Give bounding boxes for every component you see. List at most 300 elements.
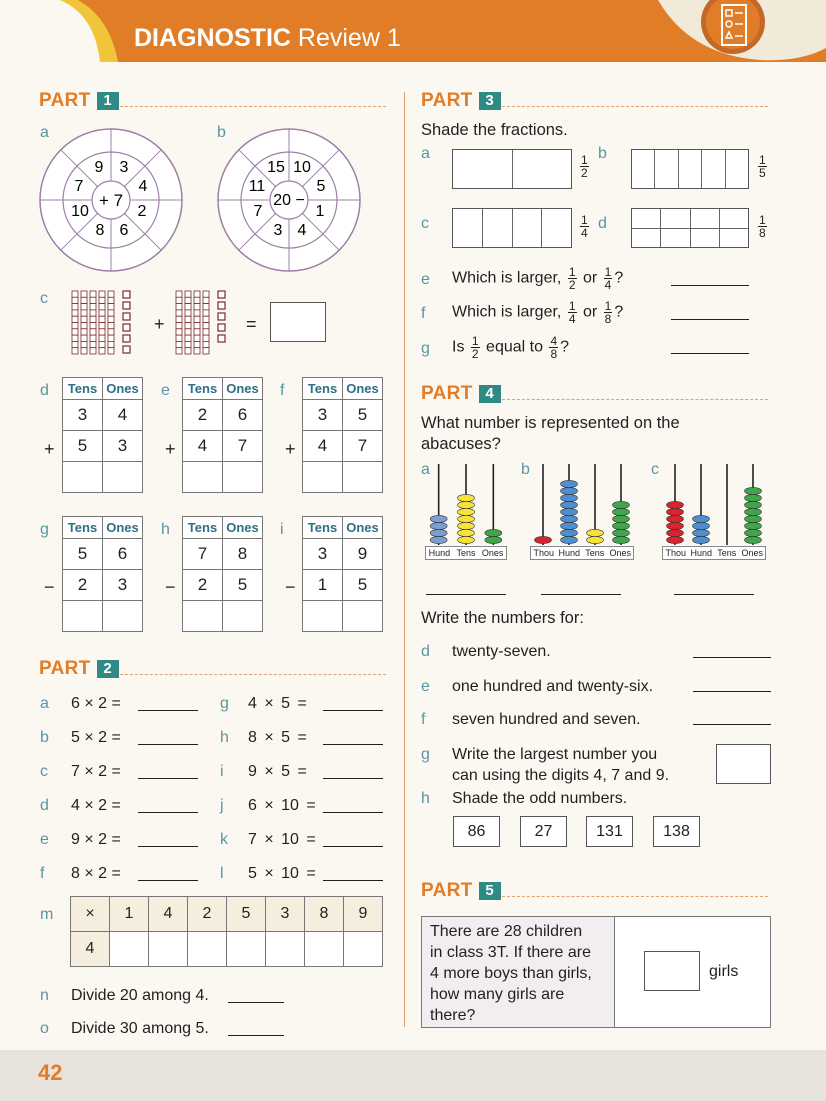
tens-rod-unit bbox=[81, 304, 87, 310]
tens-rod-unit bbox=[185, 297, 191, 303]
q2o-answer-line[interactable] bbox=[228, 1035, 284, 1036]
place-label: Thou bbox=[665, 548, 686, 558]
tens-rod-unit bbox=[203, 316, 209, 322]
multiplier-cell: 8 bbox=[305, 897, 344, 932]
part-4-write-heading: Write the numbers for: bbox=[421, 609, 584, 627]
abacus-bead bbox=[745, 529, 762, 536]
q3e-answer-line[interactable] bbox=[671, 285, 749, 286]
tens-header: Tens bbox=[183, 378, 223, 400]
tens-rod-unit bbox=[194, 348, 200, 354]
abacus-c-place-labels bbox=[662, 546, 766, 560]
product-answer-cell[interactable] bbox=[305, 932, 344, 967]
tens-rod-unit bbox=[90, 323, 96, 329]
q3g-text: Is $\frac{1}{2}$ equal to $\frac{4}{8}$ ? bbox=[452, 334, 570, 361]
tens-rod-unit bbox=[185, 348, 191, 354]
tens-rod-unit bbox=[72, 335, 78, 341]
tens-rod-unit bbox=[72, 310, 78, 316]
abacus-bead bbox=[667, 522, 684, 529]
abacus-bead bbox=[561, 480, 578, 487]
q4a-label: a bbox=[421, 461, 430, 478]
abacus-bead bbox=[430, 515, 447, 522]
answer-cell[interactable] bbox=[63, 601, 103, 632]
abacus-bead bbox=[613, 515, 630, 522]
q2c-equation: 7 × 2 = bbox=[71, 763, 121, 780]
multiplier-cell: 9 bbox=[344, 897, 383, 932]
abacus-bead bbox=[458, 522, 475, 529]
ones-cube bbox=[218, 291, 225, 298]
q1c-plus: + bbox=[154, 314, 165, 334]
q1a-number-wheel bbox=[38, 127, 184, 273]
digit-cell: 3 bbox=[103, 431, 143, 462]
girls-answer-box[interactable] bbox=[644, 951, 700, 991]
q1b-center: 20 − bbox=[273, 192, 305, 209]
q3a-fraction-bar[interactable] bbox=[452, 149, 572, 189]
digit-cell: 7 bbox=[343, 431, 383, 462]
q3f-answer-line[interactable] bbox=[671, 319, 749, 320]
tens-rod-unit bbox=[185, 304, 191, 310]
q2k-label: k bbox=[220, 831, 228, 848]
tens-rod-unit bbox=[108, 335, 114, 341]
q2j-equation: 6 × 10 = bbox=[248, 797, 316, 814]
tens-rod-unit bbox=[108, 297, 114, 303]
tens-rod-unit bbox=[99, 297, 105, 303]
place-label: Tens bbox=[585, 548, 605, 558]
q4e-answer-line[interactable] bbox=[693, 691, 771, 692]
answer-cell[interactable] bbox=[223, 601, 263, 632]
abacus-bead bbox=[485, 536, 502, 543]
q1a-center: + 7 bbox=[98, 191, 124, 210]
q1d-operator: + bbox=[44, 439, 55, 459]
tens-rod-unit bbox=[108, 329, 114, 335]
answer-cell[interactable] bbox=[103, 462, 143, 493]
digit-cell: 8 bbox=[223, 539, 263, 570]
digit-cell: 4 bbox=[103, 400, 143, 431]
tens-rod-unit bbox=[72, 348, 78, 354]
odd-number-box[interactable]: 138 bbox=[653, 816, 700, 847]
q2l-equation: 5 × 10 = bbox=[248, 865, 316, 882]
q1a-seg: 3 bbox=[119, 159, 129, 176]
tens-rod-unit bbox=[194, 297, 200, 303]
q4b-answer-line[interactable] bbox=[541, 594, 621, 595]
q2i-label: i bbox=[220, 763, 224, 780]
product-answer-cell[interactable] bbox=[110, 932, 149, 967]
tens-rod-unit bbox=[203, 304, 209, 310]
abacus-a-place-labels bbox=[425, 546, 507, 560]
tens-rod-unit bbox=[99, 316, 105, 322]
q2c-label: c bbox=[40, 763, 48, 780]
abacus-bead bbox=[613, 536, 630, 543]
q1e-tens-ones-table bbox=[182, 377, 263, 493]
digit-cell: 3 bbox=[63, 400, 103, 431]
odd-number-box[interactable]: 86 bbox=[453, 816, 500, 847]
tens-rod-unit bbox=[99, 323, 105, 329]
ones-cube bbox=[218, 335, 225, 342]
answer-cell[interactable] bbox=[223, 462, 263, 493]
tens-rod-unit bbox=[203, 291, 209, 297]
q3f-text: Which is larger, $\frac{1}{4}$ or $\frac{1}{8}$ ? bbox=[452, 299, 624, 326]
tens-rod-unit bbox=[194, 310, 200, 316]
q1b-label: b bbox=[217, 124, 226, 141]
q3f-label: f bbox=[421, 305, 426, 322]
tens-rod-unit bbox=[203, 297, 209, 303]
q1c-label: c bbox=[40, 290, 48, 307]
q4f-answer-line[interactable] bbox=[693, 724, 771, 725]
tens-rod-unit bbox=[185, 329, 191, 335]
ones-header: Ones bbox=[223, 517, 263, 539]
tens-rod-unit bbox=[81, 310, 87, 316]
q2o-text: Divide 30 among 5. bbox=[71, 1020, 209, 1037]
tens-rod-unit bbox=[99, 348, 105, 354]
page-title: DIAGNOSTIC Review 1 bbox=[134, 24, 401, 52]
abacus-bead bbox=[613, 501, 630, 508]
base-ten-blocks-group-1 bbox=[70, 288, 150, 358]
abacus-bead bbox=[561, 529, 578, 536]
tens-rod-unit bbox=[108, 341, 114, 347]
q1b-seg: 4 bbox=[297, 222, 307, 239]
girls-unit: girls bbox=[709, 963, 739, 980]
q4f-label: f bbox=[421, 711, 426, 728]
tens-rod-unit bbox=[90, 297, 96, 303]
tens-rod-unit bbox=[176, 304, 182, 310]
abacus-bead bbox=[458, 501, 475, 508]
q2l-answer-line[interactable] bbox=[323, 880, 383, 881]
part-4-rule bbox=[502, 399, 768, 400]
abacus-bead bbox=[745, 522, 762, 529]
q2f-answer-line[interactable] bbox=[138, 880, 198, 881]
q1c-equals: = bbox=[246, 314, 257, 334]
tens-rod-unit bbox=[81, 341, 87, 347]
tens-rod-unit bbox=[185, 341, 191, 347]
abacus-bead bbox=[613, 529, 630, 536]
part-3-rule bbox=[502, 106, 768, 107]
footer-band bbox=[0, 1050, 826, 1101]
abacus-bead bbox=[745, 536, 762, 543]
answer-cell[interactable] bbox=[183, 462, 223, 493]
base-ten-blocks-group-2 bbox=[174, 288, 244, 358]
q1b-seg: 5 bbox=[316, 178, 326, 195]
q4h-text: Shade the odd numbers. bbox=[452, 790, 628, 807]
q3d-fraction-bar[interactable] bbox=[631, 208, 749, 248]
q1b-seg: 10 bbox=[293, 159, 311, 176]
abacus-bead bbox=[458, 508, 475, 515]
ones-cube bbox=[123, 346, 130, 353]
digit-cell: 2 bbox=[183, 570, 223, 601]
abacus-bead bbox=[745, 508, 762, 515]
q1a-seg: 9 bbox=[94, 159, 104, 176]
q2l-label: l bbox=[220, 865, 224, 882]
ones-cube bbox=[218, 324, 225, 331]
tens-rod-unit bbox=[108, 291, 114, 297]
tens-header: Tens bbox=[183, 517, 223, 539]
abacus-bead bbox=[430, 522, 447, 529]
ones-header: Ones bbox=[103, 517, 143, 539]
multiplier-cell: 4 bbox=[149, 897, 188, 932]
tens-rod-unit bbox=[99, 310, 105, 316]
tens-rod-unit bbox=[90, 329, 96, 335]
q2e-equation: 9 × 2 = bbox=[71, 831, 121, 848]
tens-rod-unit bbox=[185, 316, 191, 322]
q1a-seg: 2 bbox=[137, 203, 147, 220]
tens-rod-unit bbox=[99, 341, 105, 347]
tens-rod-unit bbox=[194, 304, 200, 310]
q2b-answer-line[interactable] bbox=[138, 744, 198, 745]
product-answer-cell[interactable] bbox=[227, 932, 266, 967]
abacus-bead bbox=[693, 529, 710, 536]
q2g-answer-line[interactable] bbox=[323, 710, 383, 711]
digit-cell: 3 bbox=[303, 539, 343, 570]
q1b-seg: 1 bbox=[315, 203, 325, 220]
q1f-label: f bbox=[280, 382, 285, 399]
q3c-fraction: $\frac{1}{4}$ bbox=[581, 213, 588, 240]
part-5-heading: PART 5 bbox=[421, 880, 501, 902]
tens-rod-unit bbox=[176, 335, 182, 341]
q4e-text: one hundred and twenty-six. bbox=[452, 678, 654, 695]
abacus-bead bbox=[587, 529, 604, 536]
part-2-rule bbox=[120, 674, 386, 675]
abacus-bead bbox=[693, 522, 710, 529]
q2c-answer-line[interactable] bbox=[138, 778, 198, 779]
q2j-answer-line[interactable] bbox=[323, 812, 383, 813]
q1f-tens-ones-table bbox=[302, 377, 383, 493]
ones-cube bbox=[123, 324, 130, 331]
multiplier-cell: 2 bbox=[188, 897, 227, 932]
q1d-tens-ones-table bbox=[62, 377, 143, 493]
q2n-answer-line[interactable] bbox=[228, 1002, 284, 1003]
tens-rod-unit bbox=[203, 323, 209, 329]
q4c-answer-line[interactable] bbox=[674, 594, 754, 595]
part-3-heading: PART 3 bbox=[421, 90, 501, 112]
q4d-answer-line[interactable] bbox=[693, 657, 771, 658]
q4e-label: e bbox=[421, 678, 430, 695]
q1h-label: h bbox=[161, 521, 170, 538]
tens-rod-unit bbox=[108, 323, 114, 329]
answer-cell[interactable] bbox=[303, 601, 343, 632]
q2n-text: Divide 20 among 4. bbox=[71, 987, 209, 1004]
tens-rod-unit bbox=[99, 291, 105, 297]
place-label: Hund bbox=[558, 548, 580, 558]
times-sign-cell: × bbox=[71, 897, 110, 932]
multiplier-cell: 3 bbox=[266, 897, 305, 932]
ones-cube bbox=[123, 302, 130, 309]
abacus-bead bbox=[430, 536, 447, 543]
digit-cell: 1 bbox=[303, 570, 343, 601]
q1e-operator: + bbox=[165, 439, 176, 459]
tens-header: Tens bbox=[63, 378, 103, 400]
part-2-heading: PART 2 bbox=[39, 658, 119, 680]
q3g-answer-line[interactable] bbox=[671, 353, 749, 354]
answer-cell[interactable] bbox=[343, 462, 383, 493]
product-answer-cell[interactable] bbox=[344, 932, 383, 967]
q2a-label: a bbox=[40, 695, 49, 712]
abacus-bead bbox=[745, 515, 762, 522]
q2b-equation: 5 × 2 = bbox=[71, 729, 121, 746]
tens-rod-unit bbox=[185, 310, 191, 316]
q1a-seg: 4 bbox=[138, 178, 148, 195]
product-answer-cell[interactable] bbox=[266, 932, 305, 967]
multiplier-cell: 1 bbox=[110, 897, 149, 932]
q1a-label: a bbox=[40, 124, 49, 141]
answer-cell[interactable] bbox=[103, 601, 143, 632]
q2e-answer-line[interactable] bbox=[138, 846, 198, 847]
q1b-seg: 11 bbox=[248, 178, 266, 195]
tens-rod-unit bbox=[99, 329, 105, 335]
abacus-bead bbox=[745, 487, 762, 494]
q3d-label: d bbox=[598, 215, 607, 232]
q4d-label: d bbox=[421, 643, 430, 660]
q1a-seg: 10 bbox=[71, 203, 89, 220]
part-3-instructions: Shade the fractions. bbox=[421, 121, 568, 139]
abacus-bead bbox=[693, 536, 710, 543]
tens-rod-unit bbox=[176, 291, 182, 297]
abacus-bead bbox=[430, 529, 447, 536]
abacus-bead bbox=[613, 508, 630, 515]
row-label-cell: 4 bbox=[71, 932, 110, 967]
tens-rod-unit bbox=[176, 316, 182, 322]
abacus-bead bbox=[485, 529, 502, 536]
abacus-a bbox=[425, 462, 507, 546]
tens-rod-unit bbox=[81, 291, 87, 297]
tens-rod-unit bbox=[81, 316, 87, 322]
q1a-seg: 7 bbox=[74, 178, 84, 195]
abacus-b-place-labels bbox=[530, 546, 634, 560]
q2a-answer-line[interactable] bbox=[138, 710, 198, 711]
q2k-answer-line[interactable] bbox=[323, 846, 383, 847]
digit-cell: 5 bbox=[223, 570, 263, 601]
odd-number-box[interactable]: 27 bbox=[520, 816, 567, 847]
answer-cell[interactable] bbox=[303, 462, 343, 493]
q1c-answer-box[interactable] bbox=[270, 302, 326, 342]
tens-rod-unit bbox=[185, 291, 191, 297]
q2k-equation: 7 × 10 = bbox=[248, 831, 316, 848]
tens-rod-unit bbox=[194, 329, 200, 335]
abacus-bead bbox=[535, 536, 552, 543]
q2i-answer-line[interactable] bbox=[323, 778, 383, 779]
ones-header: Ones bbox=[343, 517, 383, 539]
q3d-fraction: $\frac{1}{8}$ bbox=[759, 213, 766, 240]
place-label: Tens bbox=[456, 548, 476, 558]
word-problem bbox=[421, 916, 771, 1028]
column-divider bbox=[404, 92, 405, 1027]
tens-rod-unit bbox=[108, 304, 114, 310]
q4g-label: g bbox=[421, 746, 430, 763]
place-label: Ones bbox=[609, 548, 631, 558]
q2n-label: n bbox=[40, 987, 49, 1004]
abacus-bead bbox=[587, 536, 604, 543]
q1a-seg: 6 bbox=[119, 222, 129, 239]
abacus-bead bbox=[458, 515, 475, 522]
tens-rod-unit bbox=[90, 341, 96, 347]
q2d-label: d bbox=[40, 797, 49, 814]
answer-cell[interactable] bbox=[343, 601, 383, 632]
q1i-operator: − bbox=[285, 577, 296, 597]
abacus-bead bbox=[745, 501, 762, 508]
abacus-bead bbox=[458, 529, 475, 536]
q1g-operator: − bbox=[44, 577, 55, 597]
answer-cell[interactable] bbox=[63, 462, 103, 493]
part-5-rule bbox=[502, 896, 768, 897]
abacus-bead bbox=[561, 494, 578, 501]
tens-rod-unit bbox=[108, 348, 114, 354]
q3c-fraction-bar[interactable] bbox=[452, 208, 572, 248]
tens-rod-unit bbox=[176, 341, 182, 347]
abacus-bead bbox=[613, 522, 630, 529]
q3b-fraction-bar[interactable] bbox=[631, 149, 749, 189]
q1g-label: g bbox=[40, 521, 49, 538]
q2m-label: m bbox=[40, 906, 54, 923]
ones-cube bbox=[123, 335, 130, 342]
ones-cube bbox=[123, 313, 130, 320]
tens-rod-unit bbox=[99, 335, 105, 341]
abacus-bead bbox=[667, 508, 684, 515]
q2h-answer-line[interactable] bbox=[323, 744, 383, 745]
place-label: Ones bbox=[481, 548, 504, 558]
q1e-label: e bbox=[161, 382, 170, 399]
answer-cell[interactable] bbox=[183, 601, 223, 632]
tens-rod-unit bbox=[176, 329, 182, 335]
tens-rod-unit bbox=[176, 297, 182, 303]
abacus-bead bbox=[561, 501, 578, 508]
digit-cell: 5 bbox=[63, 431, 103, 462]
product-answer-cell[interactable] bbox=[188, 932, 227, 967]
tens-rod-unit bbox=[185, 323, 191, 329]
q2a-equation: 6 × 2 = bbox=[71, 695, 121, 712]
q4g-answer-box[interactable] bbox=[716, 744, 771, 784]
tens-rod-unit bbox=[203, 329, 209, 335]
digit-cell: 4 bbox=[303, 431, 343, 462]
q4g-line-2: can using the digits 4, 7 and 9. bbox=[452, 767, 670, 784]
q4g-line-1: Write the largest number you bbox=[452, 746, 658, 763]
q3c-label: c bbox=[421, 215, 429, 232]
word-problem-answer-area bbox=[615, 917, 770, 1027]
q4f-text: seven hundred and seven. bbox=[452, 711, 641, 728]
q1i-tens-ones-table bbox=[302, 516, 383, 632]
q2h-label: h bbox=[220, 729, 229, 746]
part-1-heading: PART 1 bbox=[39, 90, 119, 112]
page-number: 42 bbox=[38, 1060, 63, 1085]
q2h-equation: 8 × 5 = bbox=[248, 729, 307, 746]
tens-rod-unit bbox=[81, 335, 87, 341]
abacus-bead bbox=[561, 515, 578, 522]
digit-cell: 3 bbox=[303, 400, 343, 431]
q2b-label: b bbox=[40, 729, 49, 746]
q1b-seg: 3 bbox=[273, 222, 283, 239]
q3e-label: e bbox=[421, 271, 430, 288]
abacus-b bbox=[530, 462, 634, 546]
odd-number-box[interactable]: 131 bbox=[586, 816, 633, 847]
place-label: Tens bbox=[717, 548, 737, 558]
tens-rod-unit bbox=[194, 316, 200, 322]
place-label: Hund bbox=[428, 548, 451, 558]
ones-header: Ones bbox=[223, 378, 263, 400]
q4a-answer-line[interactable] bbox=[426, 594, 506, 595]
digit-cell: 4 bbox=[183, 431, 223, 462]
abacus-bead bbox=[458, 536, 475, 543]
digit-cell: 6 bbox=[223, 400, 263, 431]
q1g-tens-ones-table bbox=[62, 516, 143, 632]
tens-rod-unit bbox=[81, 329, 87, 335]
tens-rod-unit bbox=[176, 310, 182, 316]
tens-rod-unit bbox=[203, 310, 209, 316]
q4h-label: h bbox=[421, 790, 430, 807]
multiplier-cell: 5 bbox=[227, 897, 266, 932]
tens-rod-unit bbox=[108, 316, 114, 322]
q1b-seg: 7 bbox=[253, 203, 263, 220]
tens-rod-unit bbox=[203, 335, 209, 341]
q2d-answer-line[interactable] bbox=[138, 812, 198, 813]
q3g-label: g bbox=[421, 340, 430, 357]
product-answer-cell[interactable] bbox=[149, 932, 188, 967]
q2f-label: f bbox=[40, 865, 45, 882]
